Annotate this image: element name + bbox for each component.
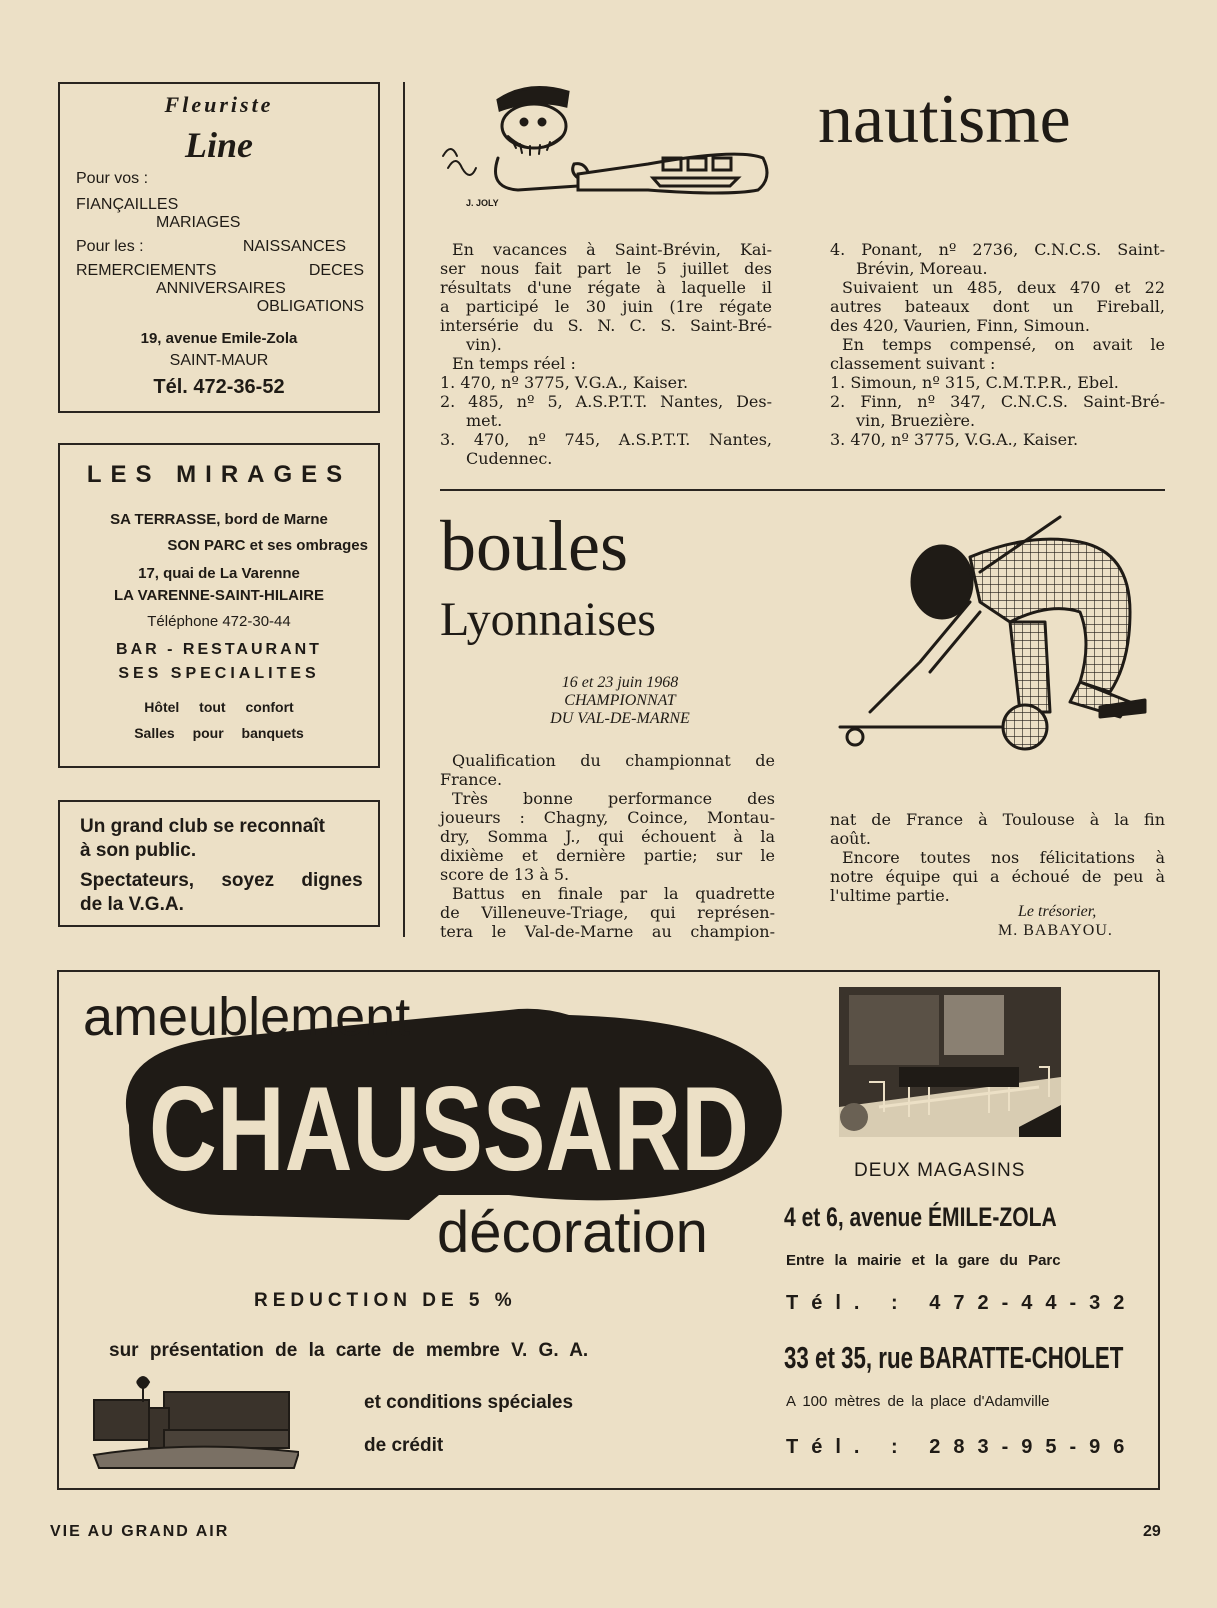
text-line: Qualification du championnat de: [452, 751, 775, 770]
boules-event-info: [500, 674, 740, 728]
mirages-line: Hôtel tout confort: [144, 699, 294, 715]
text-line: 3. 470, nº 745, A.S.P.T.T. Nantes,: [440, 430, 772, 449]
text-line: Suivaient un 485, deux 470 et 22: [842, 278, 1165, 297]
text-line: 1. 470, nº 3775, V.G.A., Kaiser.: [440, 373, 689, 392]
mirages-line: SES SPECIALITES: [118, 665, 320, 682]
text-line: Battus en finale par la quadrette: [452, 884, 775, 903]
text-line: des 420, Vaurien, Finn, Simoun.: [830, 316, 1090, 335]
chaussard-brand: CHAUSSARD: [149, 1062, 749, 1196]
chaussard-conditions: de crédit: [364, 1435, 444, 1456]
text-line: autres bateaux dont un Fireball,: [830, 297, 1165, 316]
fleuriste-line: MARIAGES: [156, 214, 241, 231]
boules-sign-role: Le trésorier,: [1018, 903, 1097, 920]
text-line: dixième et dernière partie; sur le: [440, 846, 775, 865]
boules-left-column: [440, 751, 775, 941]
fleuriste-city: SAINT-MAUR: [169, 352, 269, 369]
fleuriste-pour-vos: Pour vos :: [76, 170, 149, 187]
fleuriste-address: 19, avenue Emile-Zola: [140, 330, 298, 347]
text-line: France.: [440, 770, 503, 789]
chaussard-address-2: 33 et 35, rue BARATTE-CHOLET: [784, 1340, 1124, 1375]
nautisme-heading: nautisme: [818, 81, 1071, 158]
nautisme-right-column: [830, 240, 1165, 449]
chaussard-phone-1: Tél. : 472-44-32: [786, 1292, 1138, 1314]
chaussard-logo: [69, 980, 789, 1270]
fleuriste-pour-les: Pour les :: [76, 238, 144, 255]
club-line: de la V.G.A.: [80, 894, 184, 915]
boules-right-column: [830, 810, 1165, 905]
text-line: Brévin, Moreau.: [856, 259, 988, 278]
club-line: à son public.: [80, 840, 197, 861]
chaussard-bottom-word: décoration: [437, 1200, 708, 1265]
text-line: 2. Finn, nº 347, C.N.C.S. Saint-Bré-: [830, 392, 1165, 411]
sailor-illustration: [438, 78, 778, 213]
fleuriste-title: Fleuriste: [164, 92, 274, 117]
text-line: Encore toutes nos félicitations à: [842, 848, 1165, 867]
chaussard-address-1: 4 et 6, avenue ÉMILE-ZOLA: [784, 1202, 1057, 1232]
text-line: a participé le 30 juin (1re régate: [440, 297, 772, 316]
mirages-line: SA TERRASSE, bord de Marne: [110, 511, 328, 528]
chaussard-phone-2: Tél. : 283-95-96: [786, 1436, 1138, 1458]
text-line: vin, Bruezière.: [856, 411, 976, 430]
text-line: 3. 470, nº 3775, V.G.A., Kaiser.: [830, 430, 1079, 449]
text-line: met.: [466, 411, 503, 430]
mirages-line: 17, quai de La Varenne: [138, 565, 300, 582]
mirages-line: BAR - RESTAURANT: [116, 641, 322, 658]
boules-event-line: CHAMPIONNAT: [564, 692, 676, 709]
mirages-title: LES MIRAGES: [86, 461, 352, 488]
mirages-ad: [58, 443, 380, 768]
text-line: tera le Val-de-Marne au champion-: [440, 922, 775, 941]
chaussard-ad: [57, 970, 1160, 1490]
text-line: notre équipe qui a échoué de peu à: [830, 867, 1165, 886]
column-separator: [403, 82, 405, 937]
illustration-signature: J. JOLY: [466, 198, 499, 208]
text-line: 2. 485, nº 5, A.S.P.T.T. Nantes, Des-: [440, 392, 772, 411]
text-line: de Villeneuve-Triage, qui représen-: [440, 903, 775, 922]
boules-heading: boules: [440, 506, 628, 586]
text-line: Très bonne performance des: [452, 789, 775, 808]
boules-event-line: DU VAL-DE-MARNE: [550, 710, 690, 727]
fleuriste-phone: Tél. 472-36-52: [153, 376, 285, 398]
text-line: En temps réel :: [452, 354, 576, 373]
text-line: En vacances à Saint-Brévin, Kai-: [452, 240, 772, 259]
dining-room-illustration: [839, 987, 1061, 1137]
chaussard-conditions: et conditions spéciales: [364, 1392, 574, 1413]
chaussard-top-word: ameublement: [83, 987, 411, 1047]
fleuriste-line: DECES: [308, 262, 364, 279]
nautisme-left-column: [440, 240, 772, 468]
text-line: ser nous fait part le 5 juillet des: [440, 259, 772, 278]
text-line: dry, Somma J., qui échouent à la: [440, 827, 775, 846]
text-line: intersérie du S. N. C. S. Saint-Bré-: [440, 316, 772, 335]
mirages-phone: Téléphone 472-30-44: [147, 613, 291, 630]
footer-magazine: VIE AU GRAND AIR: [50, 1523, 230, 1540]
page-number: 29: [1143, 1523, 1161, 1540]
boules-subheading: Lyonnaises: [440, 593, 656, 646]
fleuriste-ad: [58, 82, 380, 413]
fleuriste-line: NAISSANCES: [242, 238, 346, 255]
fleuriste-line: ANNIVERSAIRES: [156, 280, 286, 297]
mirages-line: SON PARC et ses ombrages: [167, 537, 368, 554]
club-line: Spectateurs, soyez dignes: [80, 870, 363, 891]
text-line: 4. Ponant, nº 2736, C.N.C.S. Saint-: [830, 240, 1165, 259]
chaussard-magasins: DEUX MAGASINS: [854, 1160, 1026, 1181]
text-line: En temps compensé, on avait le: [842, 335, 1165, 354]
sofa-illustration: [89, 1370, 299, 1470]
fleuriste-line: REMERCIEMENTS: [76, 262, 217, 279]
section-divider: [440, 489, 1165, 491]
chaussard-address-2-sub: A 100 mètres de la place d'Adamville: [786, 1393, 1050, 1410]
chaussard-address-1-sub: Entre la mairie et la gare du Parc: [786, 1252, 1061, 1269]
fleuriste-line: FIANÇAILLES: [76, 196, 179, 213]
text-line: vin).: [466, 335, 502, 354]
text-line: nat de France à Toulouse à la fin: [830, 810, 1165, 829]
fleuriste-name: Line: [185, 125, 253, 165]
text-line: l'ultime partie.: [830, 886, 950, 905]
boules-sign-name: M. BABAYOU.: [998, 922, 1113, 939]
text-line: résultats d'une régate à laquelle il: [440, 278, 772, 297]
text-line: joueurs : Chagny, Coince, Montau-: [440, 808, 775, 827]
text-line: 1. Simoun, nº 315, C.M.T.P.R., Ebel.: [830, 373, 1119, 392]
mirages-line: LA VARENNE-SAINT-HILAIRE: [114, 587, 324, 604]
chaussard-reduction: REDUCTION DE 5 %: [254, 1290, 517, 1311]
text-line: score de 13 à 5.: [440, 865, 570, 884]
text-line: classement suivant :: [830, 354, 996, 373]
fleuriste-line: OBLIGATIONS: [256, 298, 364, 315]
boules-date: 16 et 23 juin 1968: [561, 674, 679, 691]
club-notice: [58, 800, 380, 927]
mirages-line: Salles pour banquets: [134, 725, 304, 741]
text-line: Cudennec.: [466, 449, 553, 468]
boules-player-illustration: [830, 512, 1170, 772]
club-line: Un grand club se reconnaît: [80, 816, 325, 837]
chaussard-presentation: sur présentation de la carte de membre V. G. A.: [109, 1340, 589, 1361]
text-line: août.: [830, 829, 871, 848]
